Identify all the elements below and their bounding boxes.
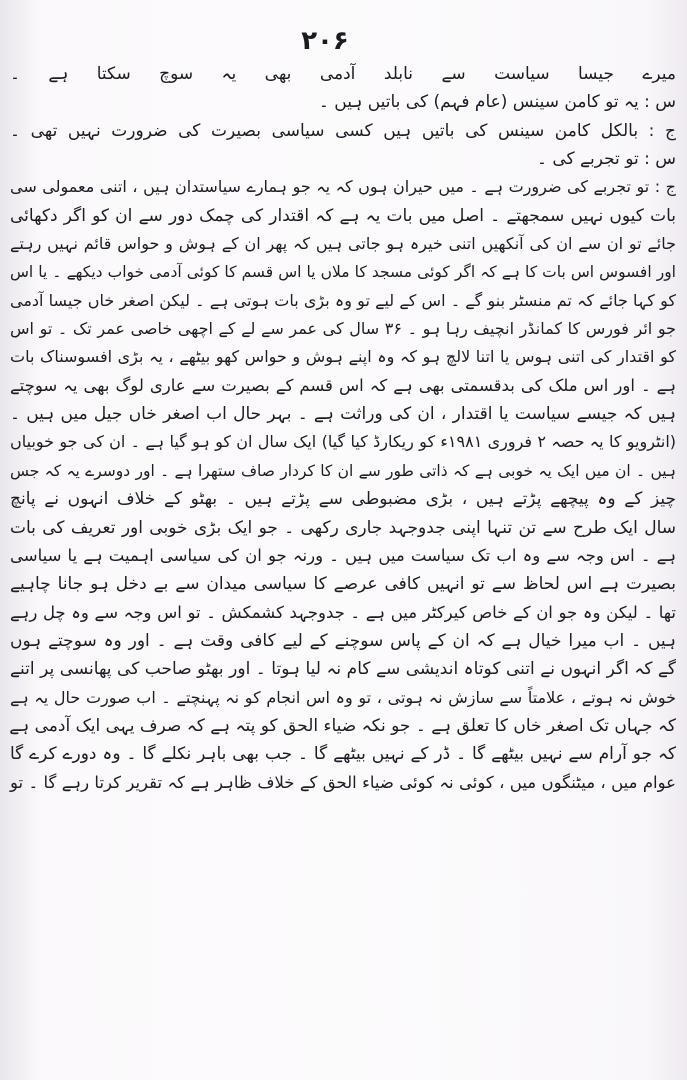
text-line: بات کیوں نہیں سمجھتے ۔ اصل میں بات یہ ہے کہ اقتدار کی چمک دور سے ان کو اگر دکھائی (10, 205, 676, 226)
text-line: ہیں ۔ ان میں ایک یہ خوبی ہے کہ ذاتی طور سے ان کا کردار صاف ستھرا ہے ۔ اور دوسرے یہ کہ جس (10, 461, 676, 480)
text-line: اور افسوس اس بات کا ہے کہ اگر کوئی مسجد کا ملاں یا اس قسم کا کوئی آدمی خواب دیکھے ۔ یا اس (10, 263, 676, 282)
text-line: ہے ۔ اور اس ملک کی بدقسمتی بھی ہے کہ اس قسم کے بصیرت سے عاری لوگ بھی یہ سوچتے (10, 375, 676, 395)
text-line: خوش نہ ہوتے ، علامتاً سے سازش نہ ہوتی ، تو وہ اس انجام کو نہ پہنچتے ۔ اب صورت حال یہ ہے (10, 687, 676, 707)
text-line: چیز کے وہ پیچھے پڑتے ہیں ، بڑی مضبوطی سے پڑتے ہیں ۔ بھٹو کے خلاف انہوں نے پانچ (10, 489, 676, 510)
text-line: س : یہ تو کامن سینس (عام فہم) کی باتیں ہیں ۔ (318, 92, 676, 113)
text-line: کہ جہاں تک اصغر خاں کا تعلق ہے ۔ جو نکہ ضیاء الحق کو پتہ ہے کہ صرف یہی ایک آدمی ہے (9, 715, 676, 736)
text-line: ہیں کہ جیسے سیاست یا اقتدار ، ان کی وراثت ہے ۔ بہر حال اب اصغر خاں جیل میں ہیں ۔ (10, 404, 676, 425)
text-line: جائے تو ان سے ان کی آنکھیں اتنی خیرہ ہو جاتی ہیں کہ پھر ان کے ہوش و حواس قائم نہیں رہتے (10, 234, 676, 254)
text-line: میرے جیسا سیاست سے نابلد آدمی بھی یہ سوچ سکتا ہے ۔ (10, 64, 676, 84)
text-line: ج : تو تجربے کی ضرورت ہے ۔ میں حیران ہوں کہ یہ جو ہمارے سیاستدان ہیں ، اتنی معمولی سی (10, 177, 676, 197)
page-text-body (8, 60, 678, 1070)
text-line: ج : بالکل کامن سینس کی باتیں ہیں کسی سیاسی بصیرت کی ضرورت نہیں تھی ۔ (10, 120, 676, 141)
text-line: کو اقتدار کی اتنی ہوس یا اتنا لالچ ہو کہ وہ اپنے ہوش و حواس کھو بیٹھے ، یہ بڑی افسوسناک بات (10, 347, 677, 367)
text-line: س : تو تجربے کی ۔ (536, 149, 676, 170)
text-line: جو ائر فورس کا کمانڈر انچیف رہا ہو ۔ ۳۶ سال کی عمر سے لے کے اچھی خاصی عمر تک ۔ تو اس (10, 319, 677, 339)
text-line: سال ایک طرح سے تن تنہا اپنی جدوجہد جاری رکھی ۔ جو ایک بڑی خوبی اور تعریف کی بات (10, 517, 676, 538)
text-line: تھا ۔ لیکن وہ جو ان کے خاص کیرکٹر میں ہے ۔ جدوجہد کشمکش ۔ تو اس وجہ سے وہ چل رہے (10, 602, 676, 622)
text-line: ہیں ۔ اب میرا خیال ہے کہ ان کے پاس سوچنے کے لیے کافی وقت ہے ۔ اور وہ سوچتے ہوں (10, 630, 676, 651)
text-line: عوام میں ، میٹنگوں میں ، کوئی نہ کوئی ضیاء الحق کے خلاف ظاہر ہے کہ تقریر کرتا رہے گا ۔ تو (10, 772, 676, 792)
text-line: گے کہ اگر انہوں نے اتنی کوتاہ اندیشی سے کام نہ لیا ہوتا ۔ اور بھٹو صاحب کی پھانسی پر اتنے (10, 659, 676, 680)
text-line: ہے ۔ اس وجہ سے وہ اب تک سیاست میں ہیں ۔ ورنہ جو ان کی سیاسی اہمیت ہے یا سیاسی (10, 545, 676, 565)
text-line: (انٹرویو کا یہ حصہ ۲ فروری ۱۹۸۱ء کو ریکارڈ کیا گیا) ایک سال ان کو ہو گیا ہے ۔ ان کی جو خوبیاں (10, 432, 677, 452)
text-line: بصیرت ہے اس لحاظ سے تو انہیں کافی عرصے کا سیاسی میدان سے بے دخل ہو جانا چاہیے (10, 574, 676, 595)
text-line: کو کہا جائے کہ تم منسٹر بنو گے ۔ اس کے لیے تو وہ بڑی بات ہوتی ہے ۔ لیکن اصغر خاں جیسا آدمی (10, 290, 676, 310)
text-line: کہ جو آرام سے نہیں بیٹھے گا ۔ ڈر کے نہیں بیٹھے گا ۔ جب بھی باہر نکلے گا ۔ وہ دورے کرے گا (10, 744, 676, 765)
page-number: ۲۰۶ (301, 26, 349, 56)
